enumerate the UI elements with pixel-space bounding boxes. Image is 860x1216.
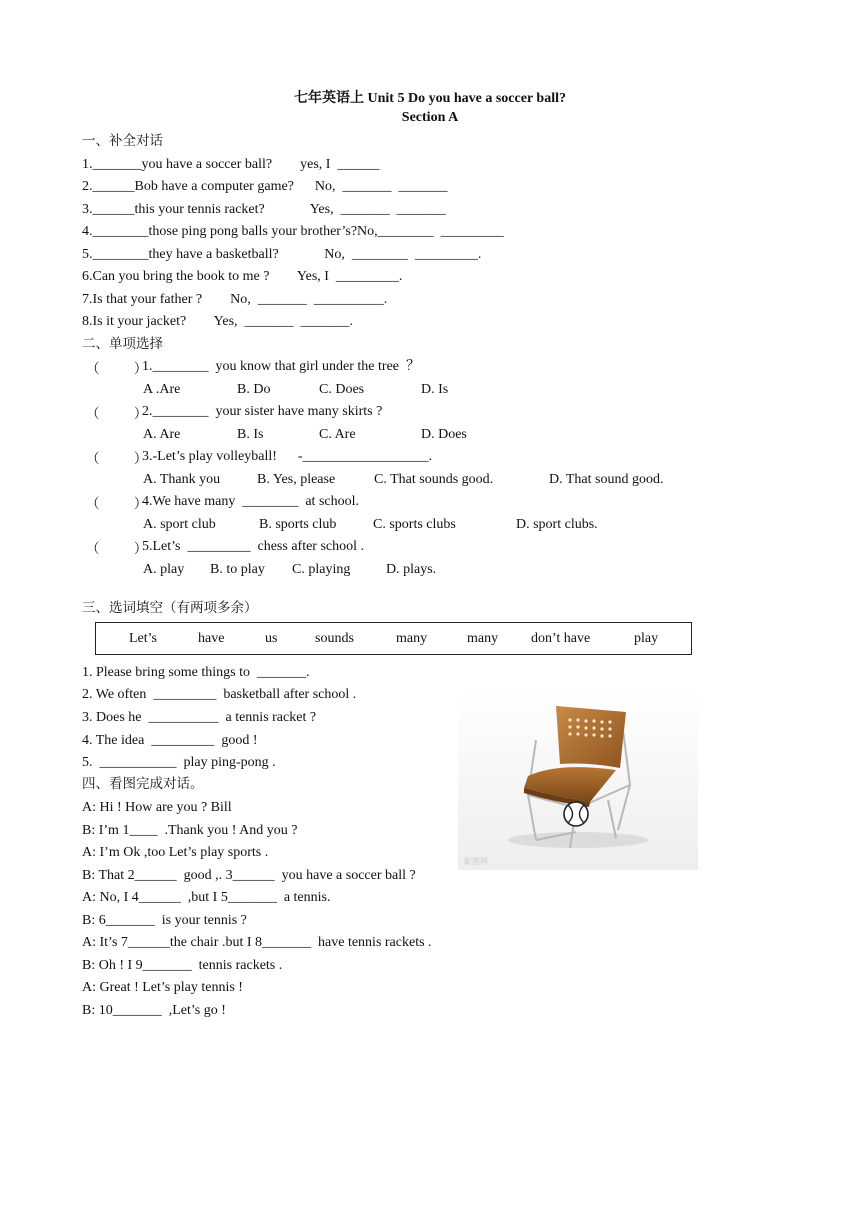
part1-heading: 一、补全对话 bbox=[82, 133, 163, 149]
dialogue-line: B: That 2______ good ,. 3______ you have a soccer ball ? bbox=[82, 868, 416, 883]
dialogue-line: B: I’m 1____ .Thank you ! And you ? bbox=[82, 823, 298, 838]
section-label: Section A bbox=[401, 110, 459, 125]
option: B. sports club bbox=[259, 517, 337, 532]
dialogue-line: A: Great ! Let’s play tennis ! bbox=[82, 980, 243, 995]
part1-line: 7.Is that your father ? No, _______ __________. bbox=[82, 292, 388, 307]
option: B. Yes, please bbox=[257, 472, 336, 487]
option: D. Is bbox=[421, 382, 449, 397]
answer-paren: （ ） bbox=[86, 361, 148, 377]
word-bank-word: sounds bbox=[315, 631, 354, 646]
answer-paren: （ ） bbox=[86, 541, 148, 557]
ball-icon bbox=[564, 802, 588, 826]
part3-heading: 三、选词填空（有两项多余） bbox=[82, 600, 258, 616]
answer-paren: （ ） bbox=[86, 406, 148, 422]
option: C. That sounds good. bbox=[374, 472, 494, 487]
option: C. Does bbox=[319, 382, 365, 397]
watermark-text: 昵图网 bbox=[464, 857, 488, 866]
part1-line: 1._______you have a soccer ball? yes, I ______ bbox=[82, 157, 380, 172]
word-bank-box bbox=[95, 622, 692, 655]
word-bank-word: play bbox=[634, 631, 659, 646]
answer-paren: （ ） bbox=[86, 451, 148, 467]
option: A. play bbox=[143, 562, 185, 577]
option: C. sports clubs bbox=[373, 517, 456, 532]
part1-line: 4.________those ping pong balls your brother’s?No,________ _________ bbox=[82, 224, 504, 239]
dialogue-line: A: No, I 4______ ,but I 5_______ a tennis. bbox=[82, 890, 331, 905]
worksheet-title: 七年英语上 Unit 5 Do you have a soccer ball? bbox=[294, 91, 566, 106]
word-bank-word: don’t have bbox=[531, 631, 591, 646]
option: A. Are bbox=[143, 427, 181, 442]
option: D. That sound good. bbox=[549, 472, 664, 487]
part1-line: 3.______this your tennis racket? Yes, _______ _______ bbox=[82, 202, 446, 217]
option: D. Does bbox=[421, 427, 467, 442]
option: B. Is bbox=[237, 427, 264, 442]
answer-paren: （ ） bbox=[86, 496, 148, 512]
chair-backrest-icon bbox=[556, 706, 626, 768]
word-bank-word: many bbox=[396, 631, 428, 646]
option: C. playing bbox=[292, 562, 351, 577]
dialogue-line: A: Hi ! How are you ? Bill bbox=[82, 800, 232, 815]
word-bank-word: many bbox=[467, 631, 499, 646]
part1-line: 6.Can you bring the book to me ? Yes, I _________. bbox=[82, 269, 403, 284]
question-stem: 4.We have many ________ at school. bbox=[142, 494, 359, 509]
part3-line: 1. Please bring some things to _______. bbox=[82, 665, 310, 680]
option: D. sport clubs. bbox=[516, 517, 598, 532]
part3-line: 2. We often _________ basketball after school . bbox=[82, 687, 357, 702]
part3-line: 4. The idea _________ good ! bbox=[82, 733, 258, 748]
question-stem: 2.________ your sister have many skirts ? bbox=[142, 404, 383, 419]
dialogue-line: B: 6_______ is your tennis ? bbox=[82, 913, 247, 928]
word-bank-word: us bbox=[265, 631, 278, 646]
word-bank-word: have bbox=[198, 631, 225, 646]
option: A. Thank you bbox=[143, 472, 221, 487]
word-bank-word: Let’s bbox=[129, 631, 157, 646]
option: C. Are bbox=[319, 427, 356, 442]
dialogue-line: B: Oh ! I 9_______ tennis rackets . bbox=[82, 958, 283, 973]
question-stem: 5.Let’s _________ chess after school . bbox=[142, 539, 365, 554]
part1-line: 2.______Bob have a computer game? No, _______ _______ bbox=[82, 179, 448, 194]
dialogue-line: A: I’m Ok ,too Let’s play sports . bbox=[82, 845, 269, 860]
part1-line: 8.Is it your jacket? Yes, _______ _______. bbox=[82, 314, 354, 329]
question-stem: 1.________ you know that girl under the tree ？ bbox=[142, 359, 421, 374]
option: B. to play bbox=[210, 562, 265, 577]
part4-heading: 四、看图完成对话。 bbox=[82, 776, 204, 792]
chair-ball-picture bbox=[458, 690, 698, 870]
part2-heading: 二、单项选择 bbox=[82, 336, 163, 352]
option: A. sport club bbox=[143, 517, 216, 532]
question-stem: 3.-Let’s play volleyball! -__________________. bbox=[142, 449, 433, 464]
option: B. Do bbox=[237, 382, 271, 397]
dialogue-line: B: 10_______ ,Let’s go ! bbox=[82, 1003, 226, 1018]
part1-line: 5.________they have a basketball? No, ________ _________. bbox=[82, 247, 482, 262]
option: D. plays. bbox=[386, 562, 437, 577]
dialogue-line: A: It’s 7______the chair .but I 8_______ have tennis rackets . bbox=[82, 935, 432, 950]
part3-line: 3. Does he __________ a tennis racket ? bbox=[82, 710, 317, 725]
part3-line: 5. ___________ play ping-pong . bbox=[82, 755, 276, 770]
option: A .Are bbox=[143, 382, 181, 397]
